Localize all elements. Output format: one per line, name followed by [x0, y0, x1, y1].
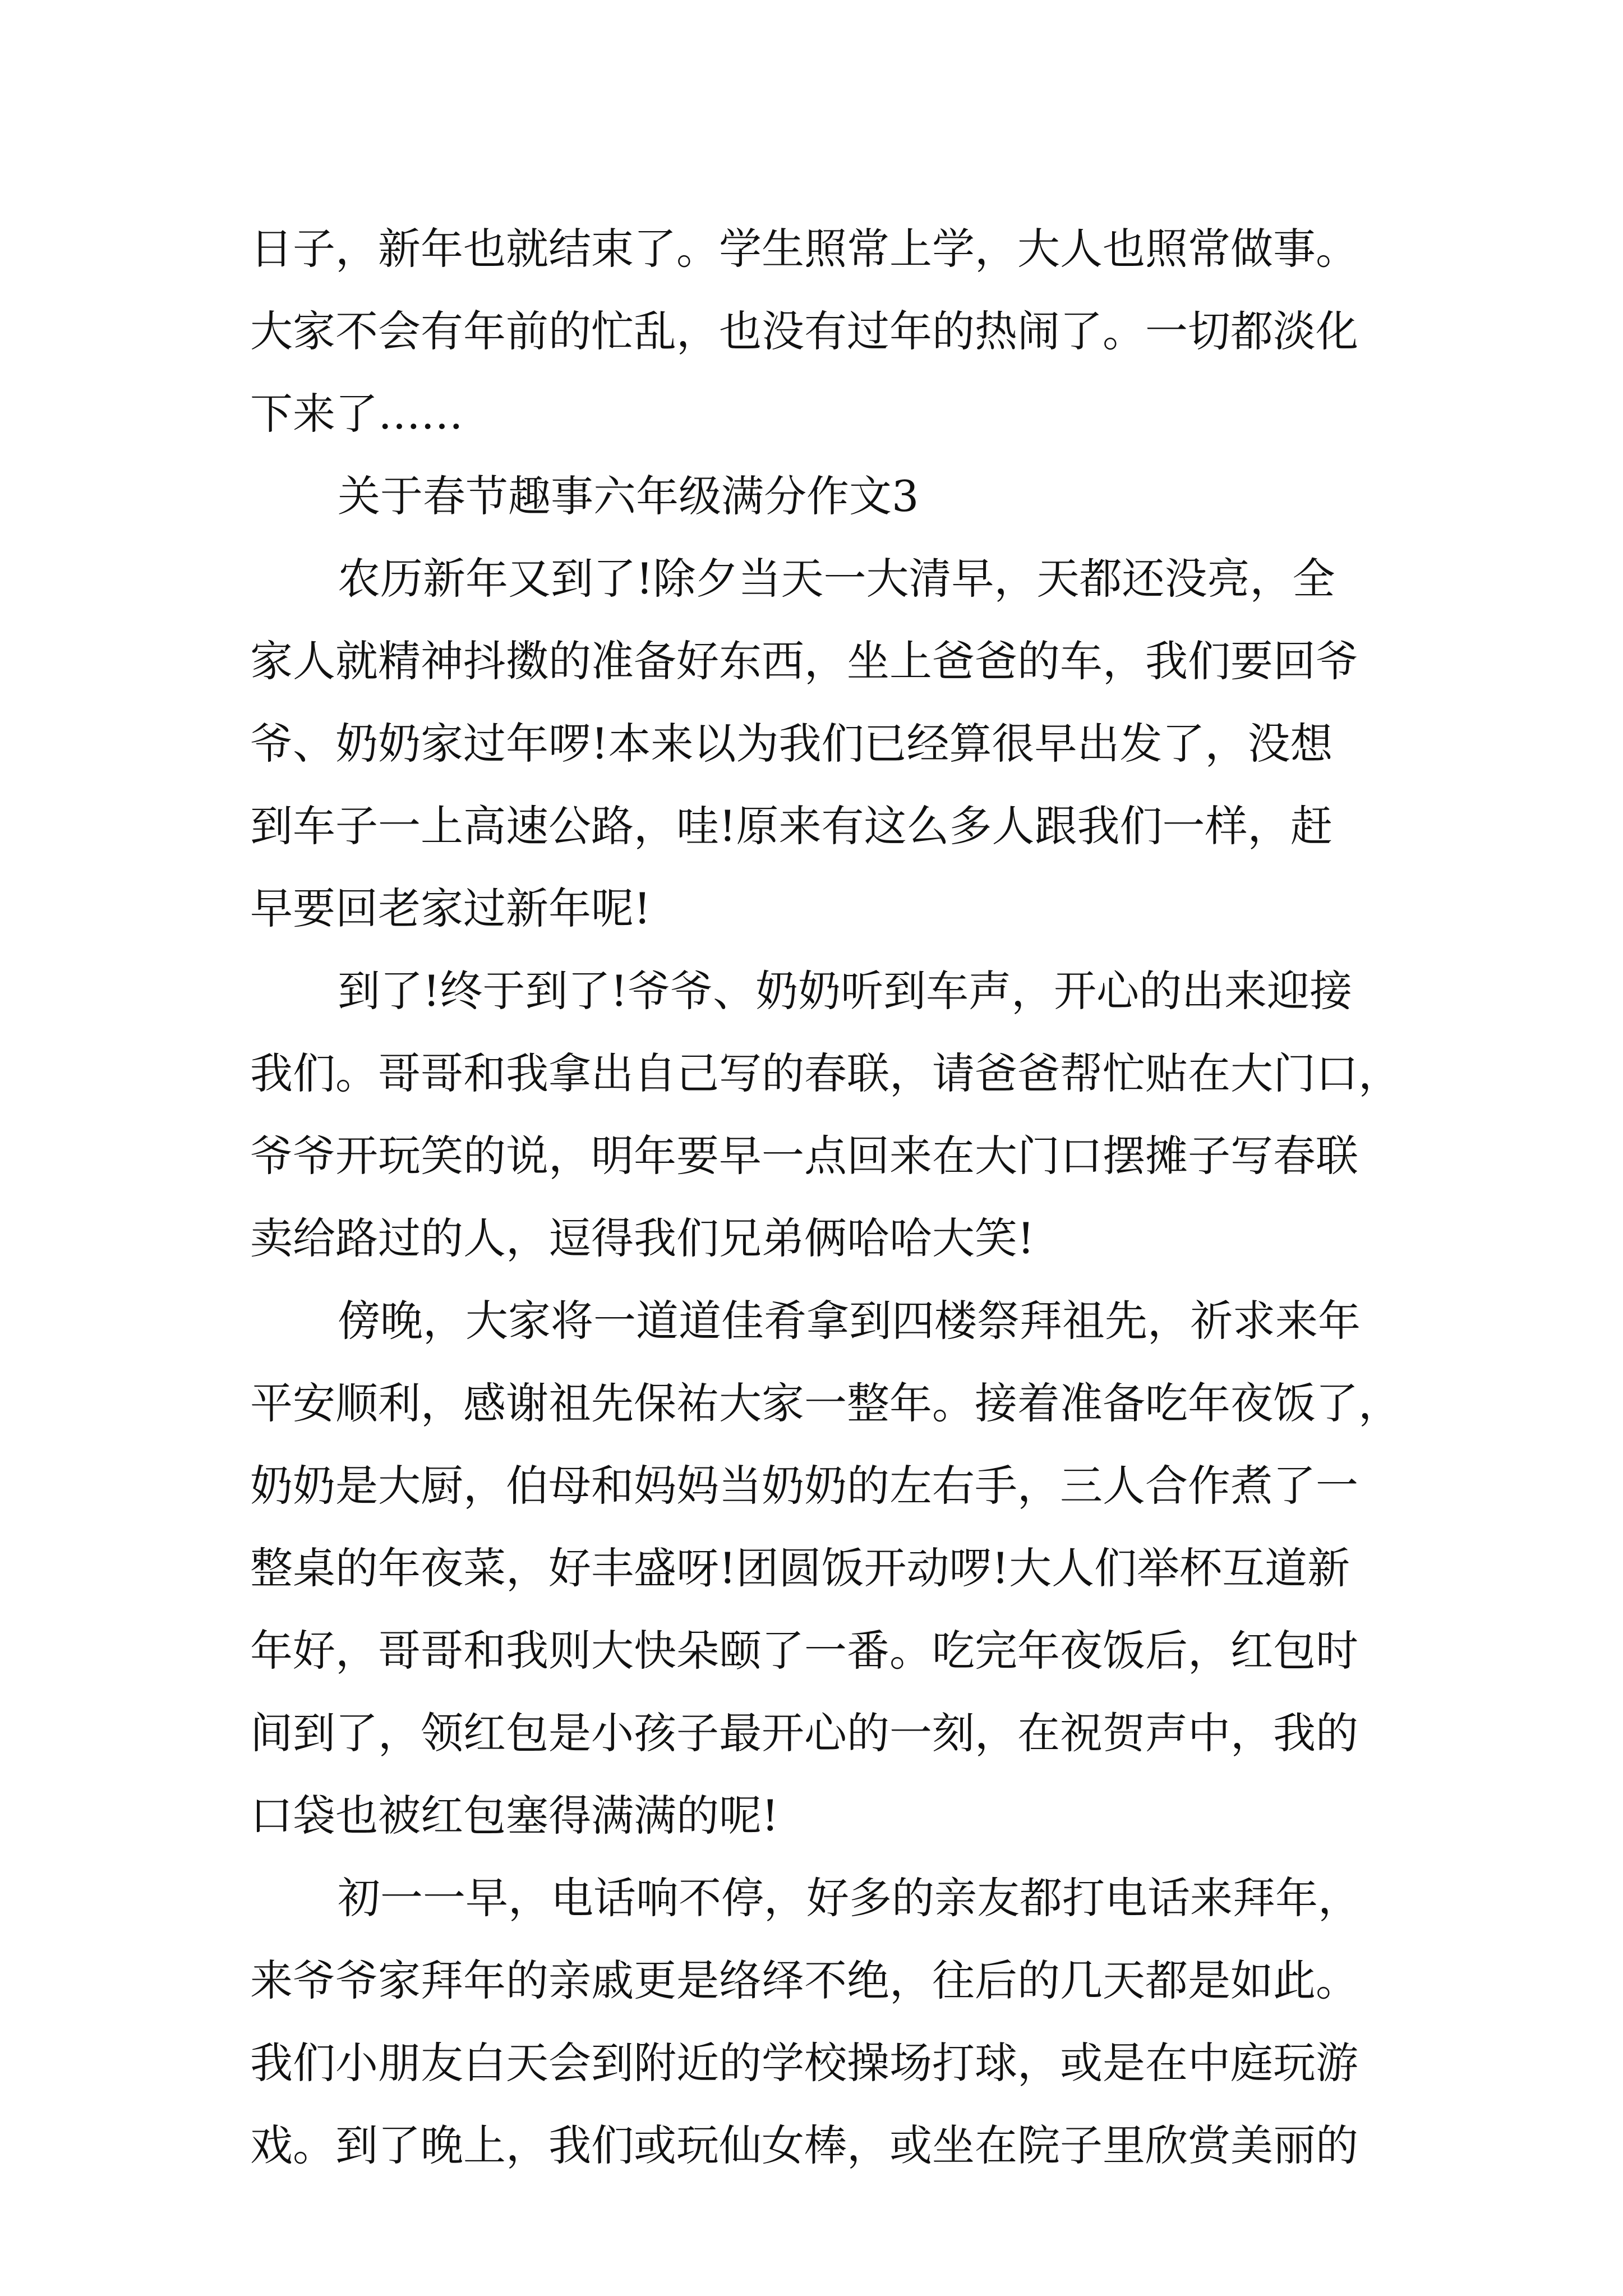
text-line-24: 戏。到了晚上，我们或玩仙女棒，或坐在院子里欣赏美丽的 — [250, 2120, 1358, 2170]
text-line-2: 大家不会有年前的忙乱，也没有过年的热闹了。一切都淡化 — [250, 306, 1358, 356]
text-line-6: 家人就精神抖擞的准备好东西，坐上爸爸的车，我们要回爷 — [250, 636, 1358, 686]
text-line-16: 奶奶是大厨，伯母和妈妈当奶奶的左右手，三人合作煮了一 — [250, 1461, 1358, 1511]
text-line-10: 到了!终于到了!爷爷、奶奶听到车声，开心的出来迎接 — [338, 966, 1353, 1016]
text-line-12: 爷爷开玩笑的说，明年要早一点回来在大门口摆摊子写春联 — [250, 1131, 1358, 1181]
text-line-3: 下来了…… — [250, 389, 463, 439]
text-line-17: 整桌的年夜菜，好丰盛呀!团圆饭开动啰!大人们举杯互道新 — [250, 1543, 1350, 1593]
text-line-19: 间到了，领红包是小孩子最开心的一刻，在祝贺声中，我的 — [250, 1708, 1358, 1758]
text-line-20: 口袋也被红包塞得满满的呢! — [250, 1791, 779, 1841]
text-line-18: 年好，哥哥和我则大快朵颐了一番。吃完年夜饭后，红包时 — [250, 1626, 1358, 1676]
text-line-23: 我们小朋友白天会到附近的学校操场打球，或是在中庭玩游 — [250, 2038, 1358, 2088]
document-body — [250, 208, 1405, 2187]
text-line-5: 农历新年又到了!除夕当天一大清早，天都还没亮，全 — [338, 554, 1335, 604]
text-line-21: 初一一早，电话响不停，好多的亲友都打电话来拜年， — [338, 1873, 1361, 1923]
text-line-11: 我们。哥哥和我拿出自己写的春联，请爸爸帮忙贴在大门口， — [250, 1048, 1401, 1098]
text-line-8: 到车子一上高速公路，哇!原来有这么多人跟我们一样，赶 — [250, 801, 1333, 851]
text-line-22: 来爷爷家拜年的亲戚更是络绎不绝，往后的几天都是如此。 — [250, 1955, 1358, 2005]
text-line-9: 早要回老家过新年呢! — [250, 884, 651, 933]
text-line-7: 爷、奶奶家过年啰!本来以为我们已经算很早出发了，没想 — [250, 719, 1333, 769]
text-line-15: 平安顺利，感谢祖先保祐大家一整年。接着准备吃年夜饭了， — [250, 1378, 1401, 1428]
text-line-1: 日子，新年也就结束了。学生照常上学，大人也照常做事。 — [250, 224, 1358, 274]
text-line-13: 卖给路过的人，逗得我们兄弟俩哈哈大笑! — [250, 1213, 1035, 1263]
section-heading: 关于春节趣事六年级满分作文3 — [338, 471, 919, 521]
text-line-14: 傍晚，大家将一道道佳肴拿到四楼祭拜祖先，祈求来年 — [338, 1296, 1361, 1346]
